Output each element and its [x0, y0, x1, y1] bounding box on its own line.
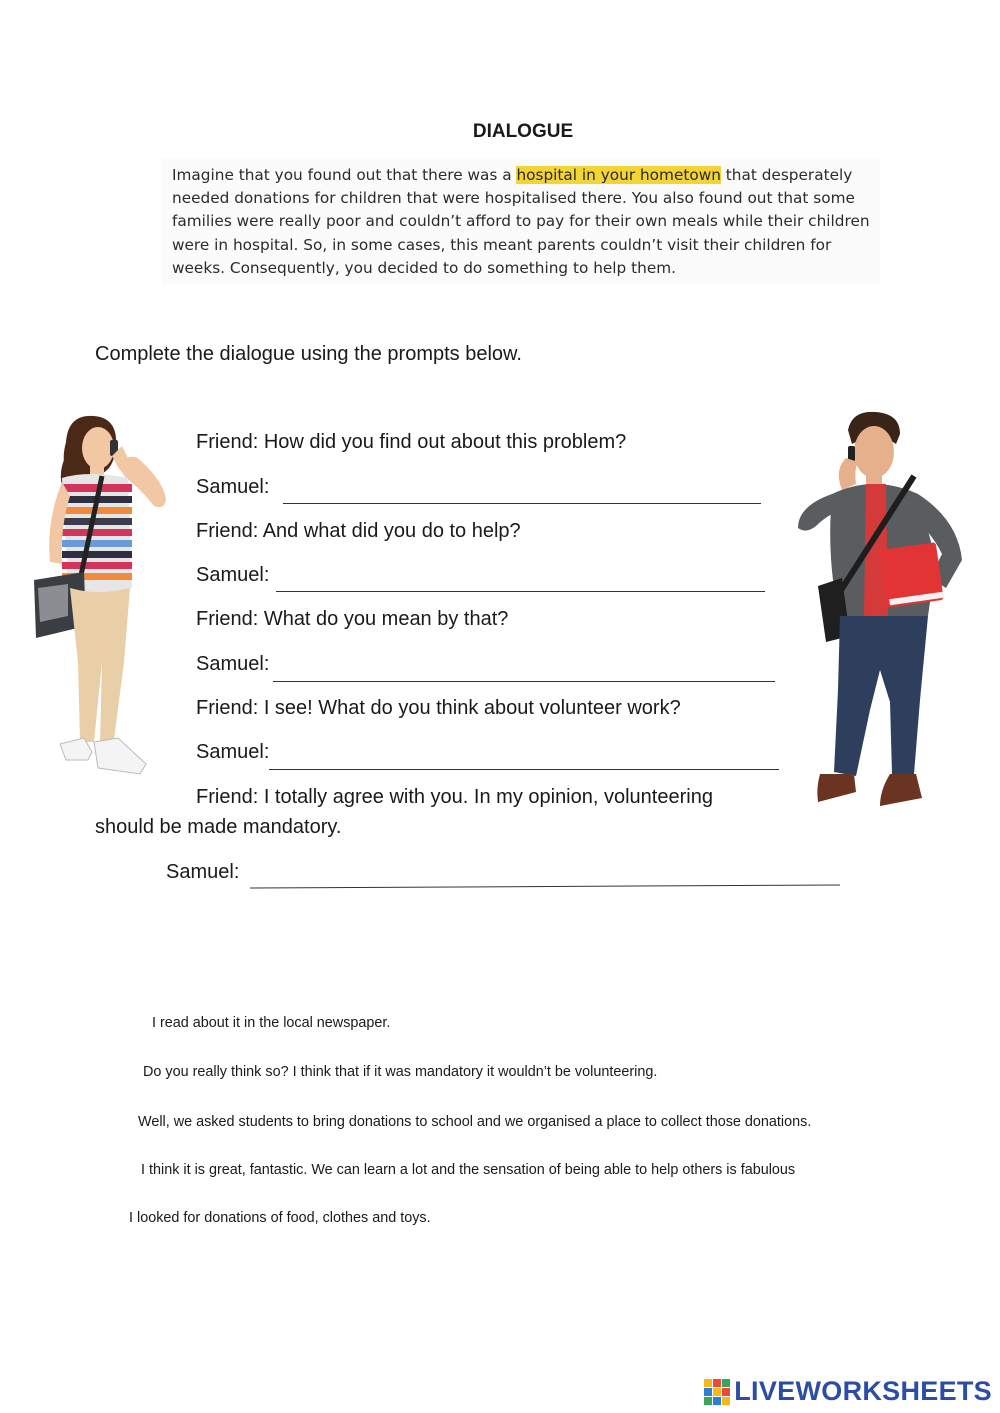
speaker-label: Friend: — [196, 608, 259, 630]
answer-blank-4[interactable] — [269, 769, 779, 770]
prompt-option[interactable]: I looked for donations of food, clothes and toys. — [129, 1210, 431, 1226]
boy-on-phone-image — [796, 410, 966, 812]
speaker-label: Samuel: — [196, 476, 270, 498]
speaker-label: Samuel: — [196, 653, 270, 675]
answer-blank-5[interactable] — [250, 884, 840, 888]
dialogue-line-3 — [196, 520, 521, 543]
dialogue-line-7 — [196, 697, 681, 720]
dialogue-text: I see! What do you think about volunteer work? — [263, 697, 681, 719]
dialogue-line-10 — [166, 861, 239, 884]
dialogue-text: What do you mean by that? — [263, 608, 509, 630]
speaker-label: Samuel: — [166, 861, 240, 883]
page-title: DIALOGUE — [472, 121, 574, 142]
prompt-option[interactable]: Well, we asked students to bring donations to school and we organised a place to collect those donations. — [138, 1114, 812, 1130]
speaker-label: Friend: — [196, 786, 259, 808]
girl-on-phone-image — [28, 412, 178, 790]
speaker-label: Samuel: — [196, 564, 270, 586]
answer-blank-2[interactable] — [276, 591, 765, 592]
prompt-option[interactable]: I think it is great, fantastic. We can learn a lot and the sensation of being able to help others is fabulous — [141, 1162, 796, 1178]
prompt-option[interactable]: I read about it in the local newspaper. — [152, 1015, 391, 1031]
highlighted-phrase: hospital in your hometown — [516, 166, 721, 184]
speaker-label: Friend: — [196, 697, 259, 719]
dialogue-line-1 — [196, 431, 626, 454]
dialogue-line-9-continued: should be made mandatory. — [95, 816, 342, 838]
dialogue-line-5 — [196, 608, 508, 631]
dialogue-line-6 — [196, 653, 269, 676]
prompt-option[interactable]: Do you really think so? I think that if it was mandatory it wouldn’t be volunteering. — [143, 1064, 658, 1080]
logo-icon — [704, 1379, 730, 1405]
liveworksheets-logo — [704, 1376, 992, 1407]
answer-blank-3[interactable] — [273, 681, 775, 682]
speaker-label: Friend: — [196, 431, 259, 453]
logo-text: LIVEWORKSHEETS — [734, 1376, 992, 1406]
dialogue-text: And what did you do to help? — [262, 520, 521, 542]
instruction-text: Complete the dialogue using the prompts below. — [95, 343, 522, 365]
speaker-label: Samuel: — [196, 741, 270, 763]
scenario-text-start: Imagine that you found out that there was a — [172, 166, 517, 184]
dialogue-line-4 — [196, 564, 269, 587]
scenario-text — [162, 158, 880, 284]
speaker-label: Friend: — [196, 520, 259, 542]
answer-blank-1[interactable] — [283, 503, 761, 504]
dialogue-line-2 — [196, 476, 269, 499]
dialogue-text: How did you find out about this problem? — [263, 431, 627, 453]
dialogue-text: I totally agree with you. In my opinion, volunteering — [263, 786, 713, 808]
dialogue-line-9 — [196, 786, 713, 809]
dialogue-line-8 — [196, 741, 269, 764]
scenario-text-end: that desperately needed donations for children that were hospitalised there. You also found out that some families were really poor and couldn’t afford to pay for their own meals while their children were in hospital. So, in some cases, this meant parents couldn’t visit their children for weeks. Consequently, you decided to do something to help them. — [172, 166, 870, 277]
